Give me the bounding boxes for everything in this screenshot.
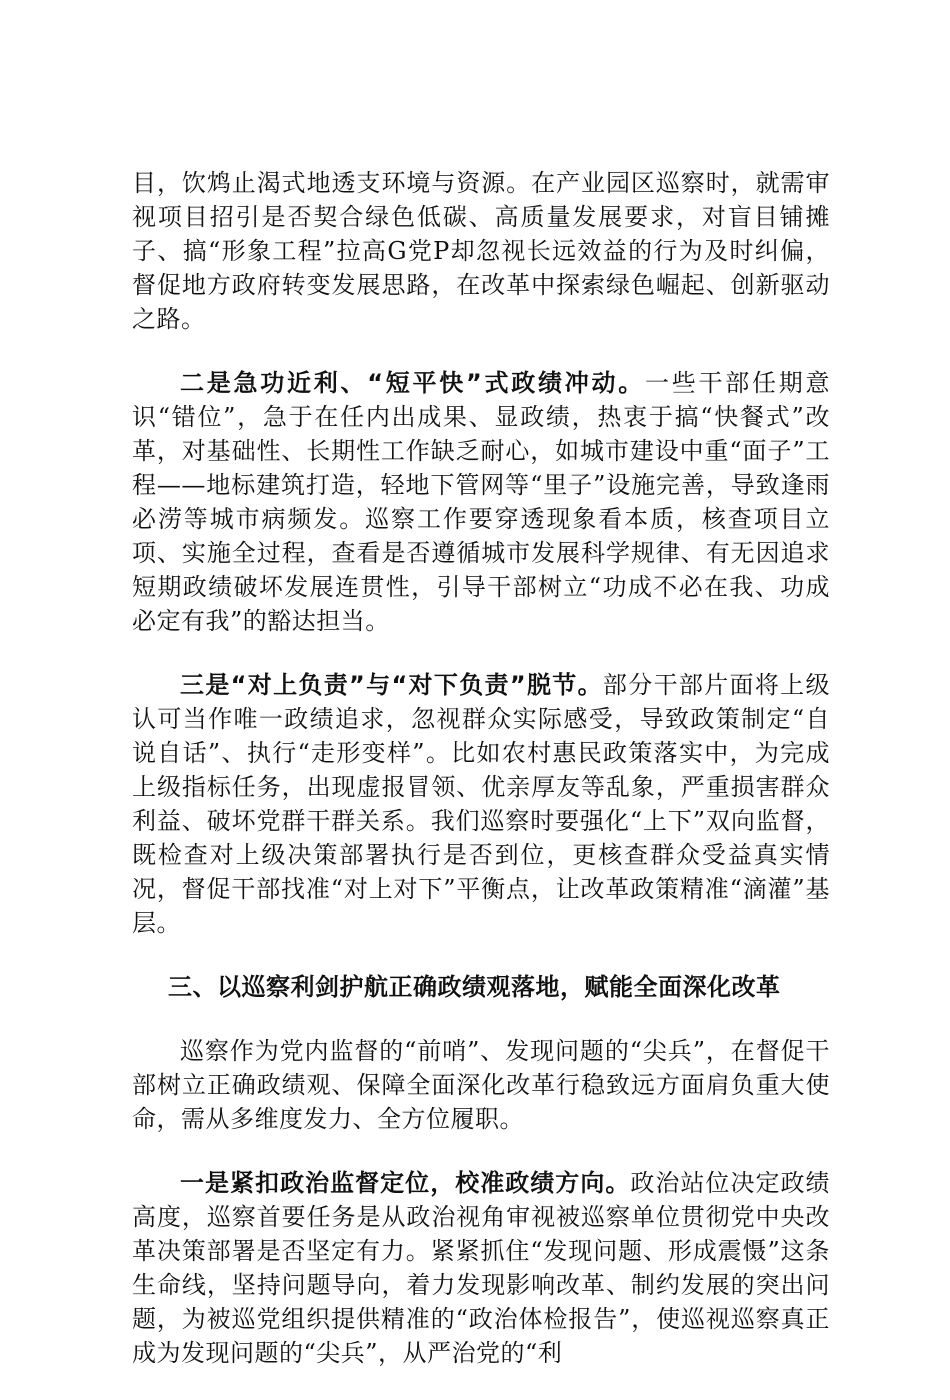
paragraph-1-text: 目，饮鸩止渴式地透支环境与资源。在产业园区巡察时，就需审视项目招引是否契合绿色低碳、高质量发展要求，对盲目铺摊子、搞“形象工程”拉高G党P却忽视长远效益的行为及时纠偏，督促地方政府转变发展思路，在改革中探索绿色崛起、创新驱动之路。 <box>132 169 830 333</box>
paragraph-4-text: 巡察作为党内监督的“前哨”、发现问题的“尖兵”，在督促干部树立正确政绩观、保障全面深化改革行稳致远方面肩负重大使命，需从多维度发力、全方位履职。 <box>132 1037 830 1133</box>
paragraph-4 <box>132 1034 830 1136</box>
paragraph-3-text: 部分干部片面将上级认可当作唯一政绩追求，忽视群众实际感受，导致政策制定“自说自话”、执行“走形变样”。比如农村惠民政策落实中，为完成上级指标任务，出现虚报冒领、优亲厚友等乱象，严重损害群众利益、破坏党群干群关系。我们巡察时要强化“上下”双向监督，既检查对上级决策部署执行是否到位，更核查群众受益真实情况，督促干部找准“对上对下”平衡点，让改革政策精准“滴灌”基层。 <box>132 671 831 937</box>
paragraph-2 <box>132 366 830 638</box>
paragraph-3 <box>132 668 830 940</box>
paragraph-2-lead: 二是急功近利、“短平快”式政绩冲动。 <box>180 369 646 397</box>
section-heading-3: 三、以巡察利剑护航正确政绩观落地，赋能全面深化改革 <box>168 973 781 1001</box>
paragraph-5-lead: 一是紧扣政治监督定位，校准政绩方向。 <box>180 1169 631 1197</box>
paragraph-2-text: 一些干部任期意识“错位”，急于在任内出成果、显政绩，热衷于搞“快餐式”改革，对基础性、长期性工作缺乏耐心，如城市建设中重“面子”工程——地标建筑打造，轻地下管网等“里子”设施完善，导致逢雨必涝等城市病频发。巡察工作要穿透现象看本质，核查项目立项、实施全过程，查看是否遵循城市发展科学规律、有无因追求短期政绩破坏发展连贯性，引导干部树立“功成不必在我、功成必定有我”的豁达担当。 <box>132 369 831 635</box>
paragraph-3-lead: 三是“对上负责”与“对下负责”脱节。 <box>180 671 603 699</box>
paragraph-5 <box>132 1166 830 1370</box>
paragraph-1 <box>132 166 830 336</box>
paragraph-5-text: 政治站位决定政绩高度，巡察首要任务是从政治视角审视被巡察单位贯彻党中央改革决策部署是否坚定有力。紧紧抓住“发现问题、形成震慑”这条生命线，坚持问题导向，着力发现影响改革、制约发展的突出问题，为被巡党组织提供精准的“政治体检报告”，使巡视巡察真正成为发现问题的“尖兵”，从严治党的“利 <box>132 1169 830 1367</box>
document-page <box>132 166 830 1400</box>
